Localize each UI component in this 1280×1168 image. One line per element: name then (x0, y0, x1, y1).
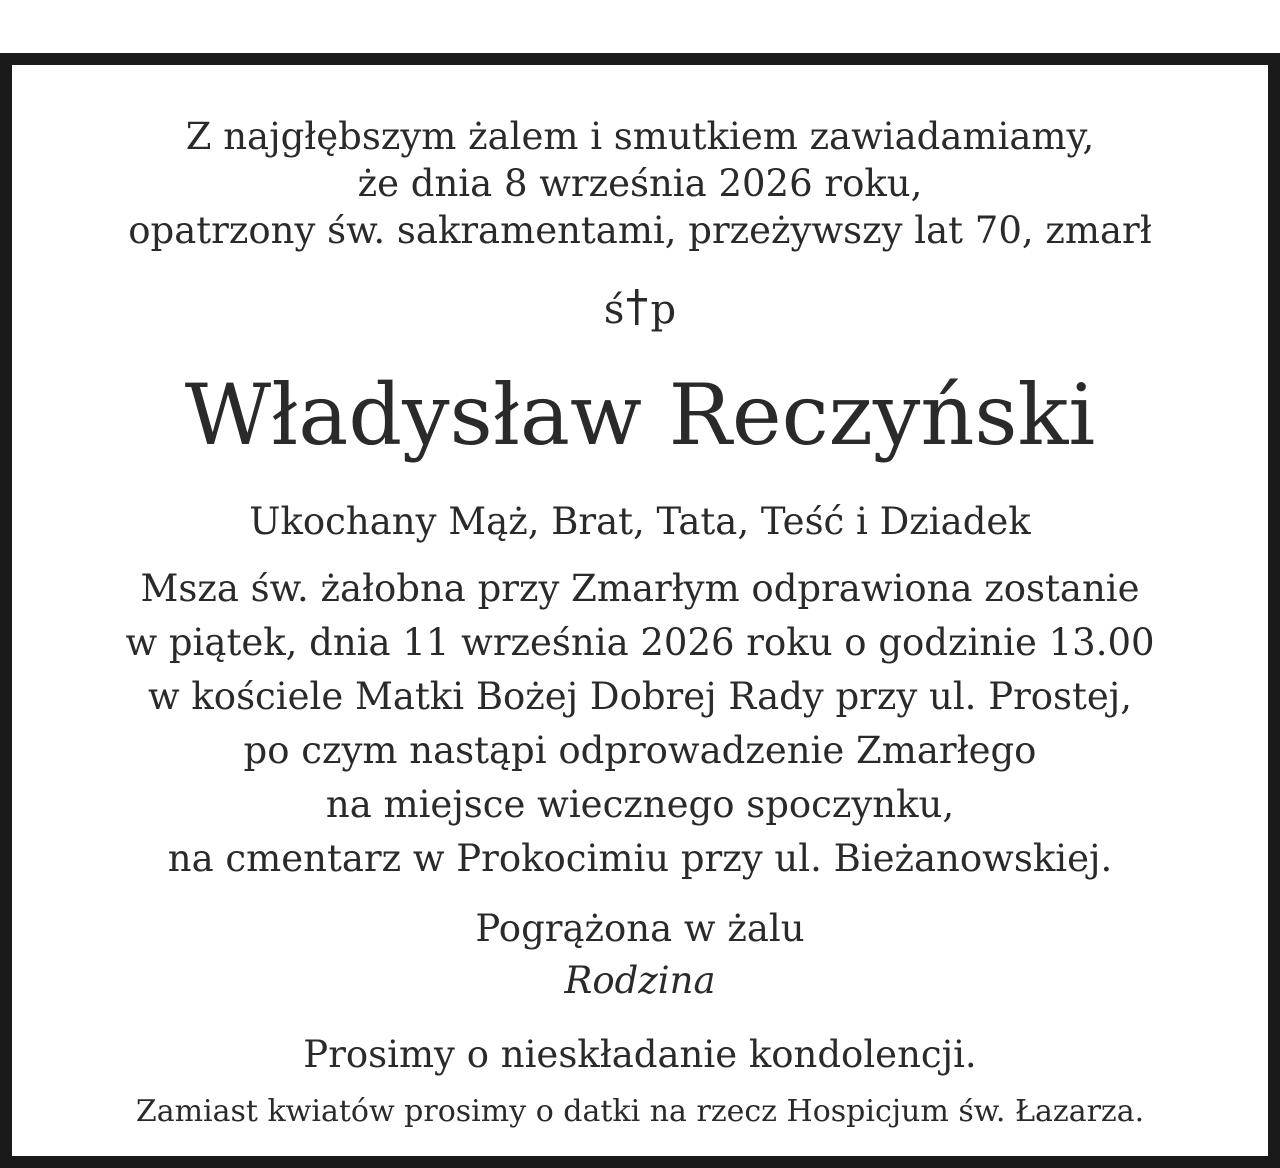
deceased-name: Władysław Reczyński (184, 366, 1096, 464)
cross-icon (626, 287, 648, 327)
mass-line-4: po czym nastąpi odprowadzenie Zmarłego (243, 729, 1037, 772)
obituary-panel (10, 63, 1270, 1158)
mass-line-1: Msza św. żałobna przy Zmarłym odprawiona zostanie (140, 567, 1140, 610)
stp-prefix: ś (603, 287, 625, 333)
intro-line-2: że dnia 8 września 2026 roku, (357, 162, 923, 205)
stp-mark (12, 285, 1268, 335)
mass-line-6: na cmentarz w Prokocimiu przy ul. Bieżanowskiej. (167, 837, 1113, 880)
mass-line-3: w kościele Matki Bożej Dobrej Rady przy ul. Prostej, (147, 675, 1133, 718)
epithet-text: Ukochany Mąż, Brat, Tata, Teść i Dziadek (249, 500, 1031, 543)
obituary-frame (0, 53, 1280, 1168)
mass-line-5: na miejsce wiecznego spoczynku, (325, 783, 955, 826)
family-signature: Rodzina (564, 959, 716, 1002)
funeral-details (12, 562, 1268, 886)
mass-line-2: w piątek, dnia 11 września 2026 roku o godzinie 13.00 (125, 621, 1155, 664)
obituary-content (12, 65, 1268, 1156)
donation-request: Zamiast kwiatów prosimy o datki na rzecz Hospicjum św. Łazarza. (135, 1094, 1145, 1129)
signature-block (12, 903, 1268, 1007)
condolences-request: Prosimy o nieskładanie kondolencji. (303, 1033, 977, 1076)
intro-text (12, 113, 1268, 254)
intro-line-3: opatrzony św. sakramentami, przeżywszy lat 70, zmarł (128, 209, 1152, 252)
intro-line-1: Z najgłębszym żalem i smutkiem zawiadamiamy, (185, 115, 1095, 158)
stp-suffix: p (650, 287, 677, 333)
grieving-text: Pogrążona w żalu (475, 907, 805, 950)
